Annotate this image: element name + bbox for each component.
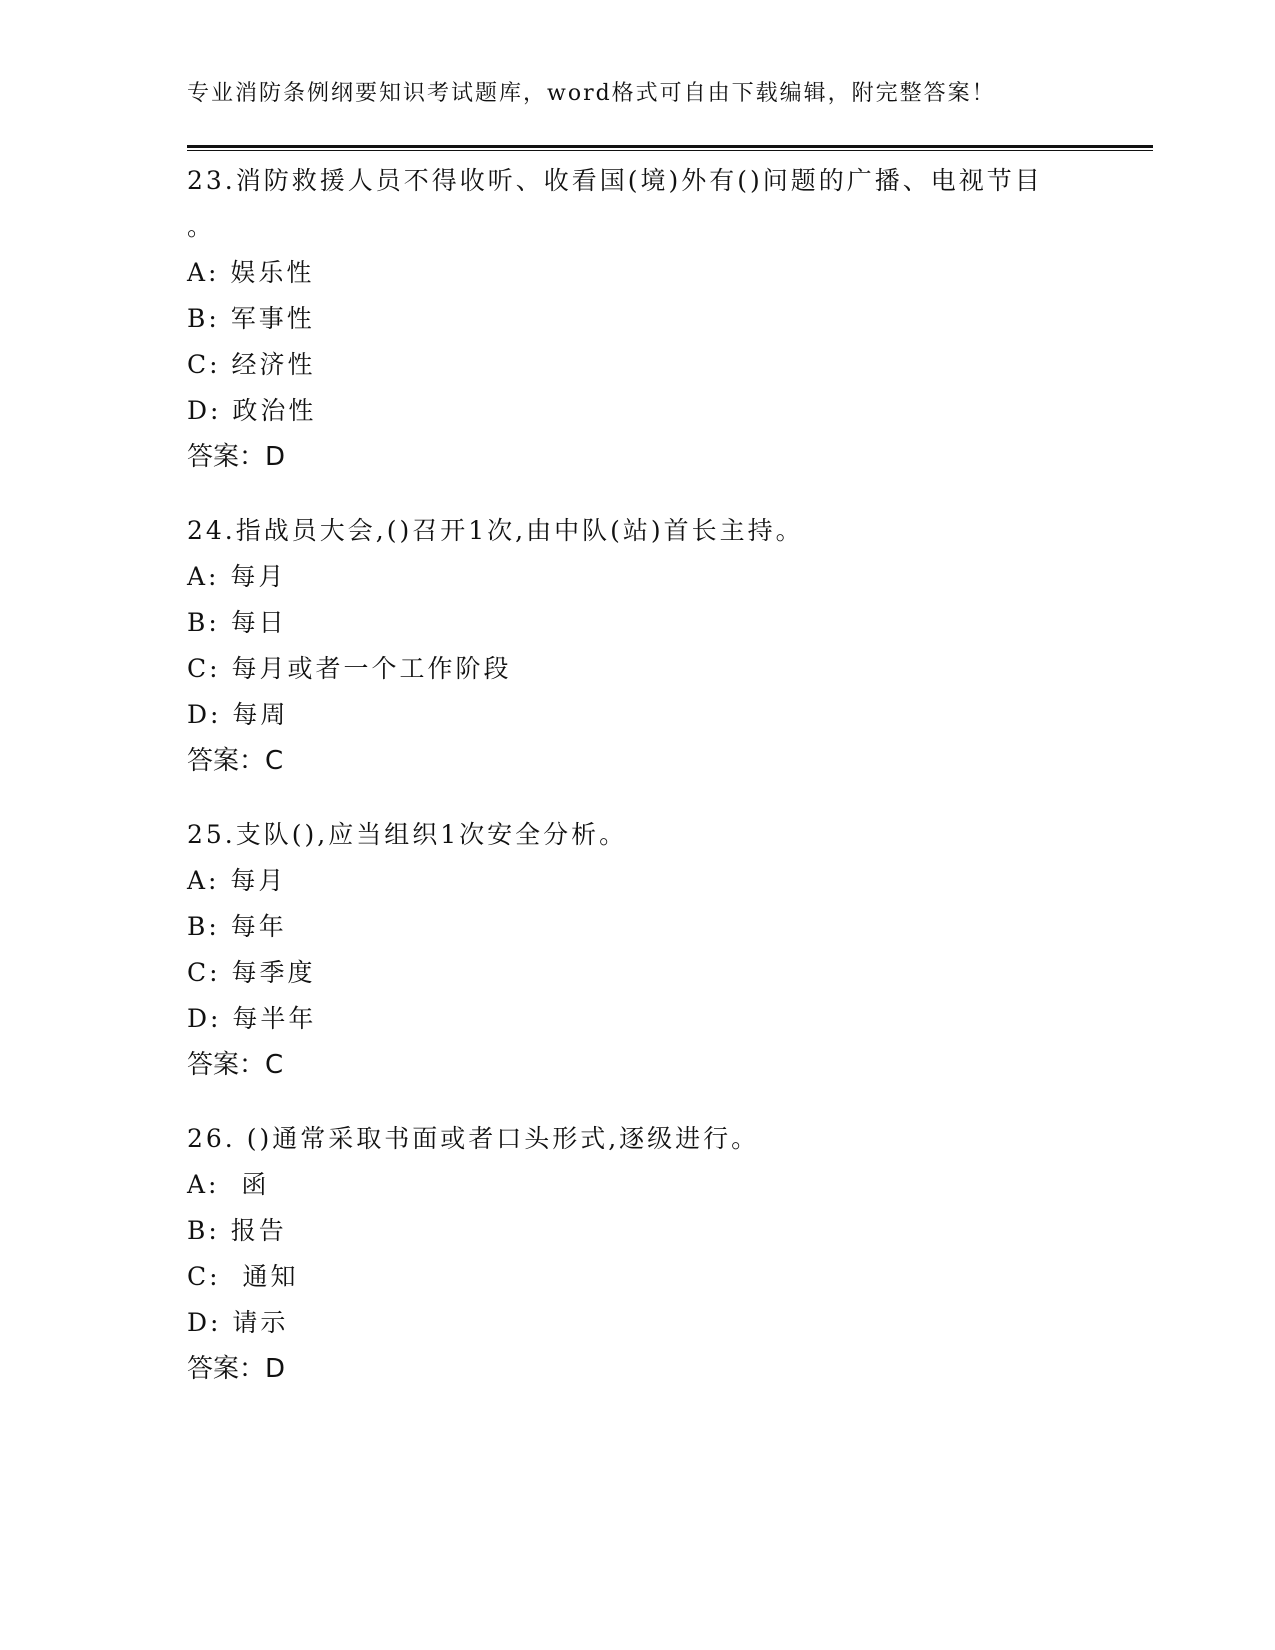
document-header: 专业消防条例纲要知识考试题库，word格式可自由下载编辑，附完整答案！ bbox=[187, 81, 996, 106]
question-stem: 23.消防救援人员不得收听、收看国(境)外有()问题的广播、电视节目 bbox=[187, 166, 1043, 195]
question-26 bbox=[187, 1116, 1153, 1392]
option-a: A: 娱乐性 bbox=[187, 258, 315, 287]
answer: 答案：C bbox=[187, 1050, 284, 1080]
option-b: B: 报告 bbox=[187, 1216, 287, 1245]
question-stem: 25.支队(),应当组织1次安全分析。 bbox=[187, 820, 628, 849]
option-a: A: 每月 bbox=[187, 562, 287, 591]
question-25 bbox=[187, 812, 1153, 1088]
option-d: D: 请示 bbox=[187, 1308, 289, 1337]
question-stem-continuation: 。 bbox=[187, 212, 213, 241]
option-b: B: 每日 bbox=[187, 608, 287, 637]
option-b: B: 军事性 bbox=[187, 304, 315, 333]
option-d: D: 每半年 bbox=[187, 1004, 317, 1033]
header-divider-thin bbox=[187, 150, 1153, 151]
option-d: D: 每周 bbox=[187, 700, 289, 729]
header-divider-thick bbox=[187, 145, 1153, 148]
answer: 答案：D bbox=[187, 1354, 286, 1384]
answer: 答案：C bbox=[187, 746, 284, 776]
option-a: A: 函 bbox=[187, 1170, 270, 1199]
question-23 bbox=[187, 158, 1153, 480]
question-stem: 24.指战员大会,()召开1次,由中队(站)首长主持。 bbox=[187, 516, 804, 545]
option-c: C: 每季度 bbox=[187, 958, 316, 987]
question-list bbox=[187, 158, 1153, 1420]
question-stem: 26. ()通常采取书面或者口头形式,逐级进行。 bbox=[187, 1124, 760, 1153]
option-b: B: 每年 bbox=[187, 912, 287, 941]
question-24 bbox=[187, 508, 1153, 784]
option-c: C: 每月或者一个工作阶段 bbox=[187, 654, 512, 683]
option-c: C: 通知 bbox=[187, 1262, 299, 1291]
answer: 答案：D bbox=[187, 442, 286, 472]
option-c: C: 经济性 bbox=[187, 350, 316, 379]
option-d: D: 政治性 bbox=[187, 396, 317, 425]
option-a: A: 每月 bbox=[187, 866, 287, 895]
